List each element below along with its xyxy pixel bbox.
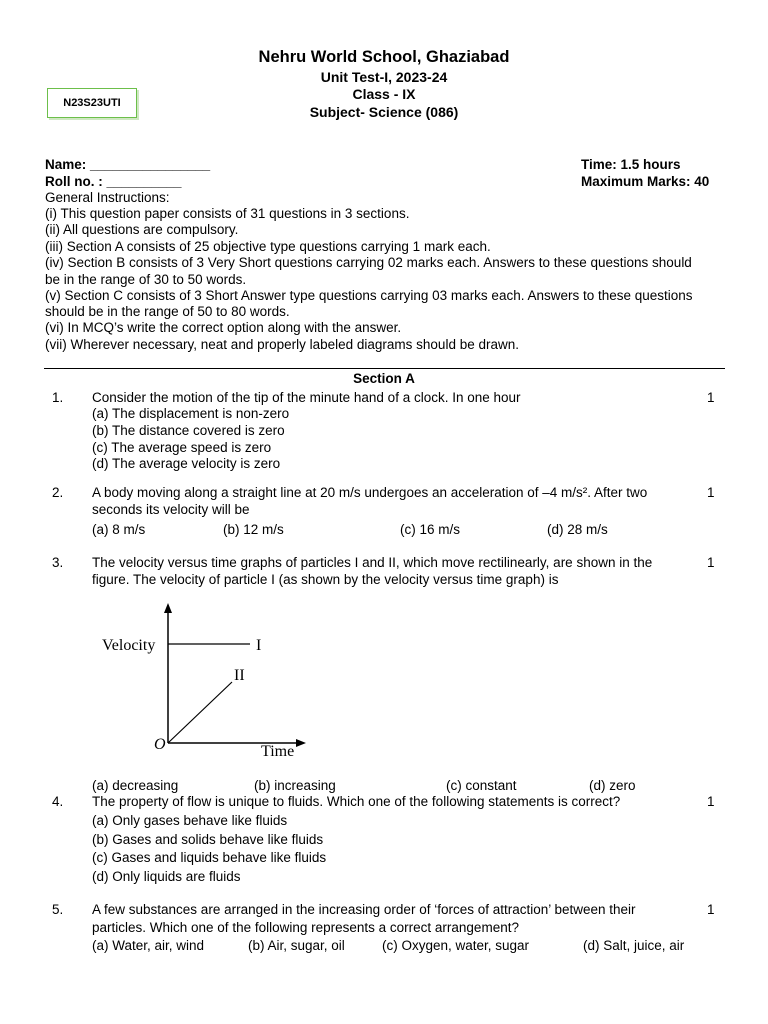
question-5-text-cont: particles. Which one of the following represents a correct arrangement? <box>92 920 519 935</box>
graph-line-I-label: I <box>256 637 262 654</box>
question-4-marks: 1 <box>707 794 715 809</box>
instruction-line: be in the range of 30 to 50 words. <box>45 272 247 287</box>
question-5-option-c: (c) Oxygen, water, sugar <box>382 938 530 953</box>
graph-y-label: Velocity <box>102 637 156 654</box>
class-title: Class - IX <box>352 86 416 102</box>
instruction-line: (v) Section C consists of 3 Short Answer type questions carrying 03 marks each. Answers to these questions <box>45 288 693 303</box>
instruction-line: (i) This question paper consists of 31 questions in 3 sections. <box>45 206 410 221</box>
question-2-marks: 1 <box>707 485 715 500</box>
question-2-option-a: (a) 8 m/s <box>92 522 146 537</box>
question-4-option-d: (d) Only liquids are fluids <box>92 869 241 884</box>
question-1-option-c: (c) The average speed is zero <box>92 440 272 455</box>
question-4-text: The property of flow is unique to fluids. Which one of the following statements is correct? <box>92 794 621 809</box>
question-3-option-c: (c) constant <box>446 778 517 793</box>
question-2-option-d: (d) 28 m/s <box>547 522 608 537</box>
question-3-option-d: (d) zero <box>589 778 636 793</box>
roll-field-label: Roll no. : __________ <box>45 174 182 189</box>
question-5-option-b: (b) Air, sugar, oil <box>248 938 345 953</box>
school-name: Nehru World School, Ghaziabad <box>258 48 510 66</box>
question-3-number: 3. <box>52 555 64 570</box>
instruction-line: (ii) All questions are compulsory. <box>45 222 239 237</box>
instruction-line: (vii) Wherever necessary, neat and properly labeled diagrams should be drawn. <box>45 337 519 352</box>
question-4-option-b: (b) Gases and solids behave like fluids <box>92 832 324 847</box>
time-label: Time: 1.5 hours <box>581 157 681 172</box>
question-1-option-a: (a) The displacement is non-zero <box>92 406 290 421</box>
question-3-option-a: (a) decreasing <box>92 778 179 793</box>
test-title: Unit Test-I, 2023-24 <box>320 69 448 85</box>
graph-origin-label: O <box>154 736 166 753</box>
question-2-number: 2. <box>52 485 64 500</box>
question-2-text-cont: seconds its velocity will be <box>92 502 250 517</box>
question-2-option-b: (b) 12 m/s <box>223 522 284 537</box>
graph-line-II <box>168 682 232 743</box>
section-divider <box>44 368 725 369</box>
question-5-marks: 1 <box>707 902 715 917</box>
instruction-line: (iii) Section A consists of 25 objective type questions carrying 1 mark each. <box>45 239 491 254</box>
question-5-option-a: (a) Water, air, wind <box>92 938 205 953</box>
question-1-marks: 1 <box>707 390 715 405</box>
question-3-option-b: (b) increasing <box>254 778 336 793</box>
max-marks-label: Maximum Marks: 40 <box>581 174 710 189</box>
instruction-line: (iv) Section B consists of 3 Very Short questions carrying 02 marks each. Answers to these questions should <box>45 255 692 270</box>
question-1-option-b: (b) The distance covered is zero <box>92 423 285 438</box>
graph-x-arrow <box>296 739 306 747</box>
question-1-number: 1. <box>52 390 64 405</box>
question-4-number: 4. <box>52 794 64 809</box>
graph-y-arrow <box>164 603 172 613</box>
instruction-line: (vi) In MCQ’s write the correct option along with the answer. <box>45 320 402 335</box>
question-1-option-d: (d) The average velocity is zero <box>92 456 281 471</box>
instructions-title: General Instructions: <box>45 190 170 205</box>
question-2-text: A body moving along a straight line at 20 m/s undergoes an acceleration of –4 m/s². After two <box>92 485 648 500</box>
question-3-text: The velocity versus time graphs of particles I and II, which move rectilinearly, are shown in the <box>92 555 653 570</box>
question-4-option-c: (c) Gases and liquids behave like fluids <box>92 850 327 865</box>
question-3-marks: 1 <box>707 555 715 570</box>
question-3-text-cont: figure. The velocity of particle I (as shown by the velocity versus time graph) is <box>92 572 559 587</box>
instruction-line: should be in the range of 50 to 80 words. <box>45 304 290 319</box>
section-a-heading: Section A <box>353 371 415 386</box>
graph-line-II-label: II <box>234 667 245 684</box>
question-2-option-c: (c) 16 m/s <box>400 522 461 537</box>
question-5-option-d: (d) Salt, juice, air <box>583 938 685 953</box>
question-5-text: A few substances are arranged in the increasing order of ‘forces of attraction’ between their <box>92 902 636 917</box>
question-1-text: Consider the motion of the tip of the minute hand of a clock. In one hour <box>92 390 521 405</box>
name-field-label: Name: ________________ <box>45 157 211 172</box>
subject-title: Subject- Science (086) <box>309 104 459 120</box>
question-5-number: 5. <box>52 902 64 917</box>
paper-code-box: N23S23UTI <box>47 88 137 118</box>
velocity-time-graph <box>95 598 315 768</box>
question-4-option-a: (a) Only gases behave like fluids <box>92 813 288 828</box>
graph-x-label: Time <box>261 743 295 760</box>
